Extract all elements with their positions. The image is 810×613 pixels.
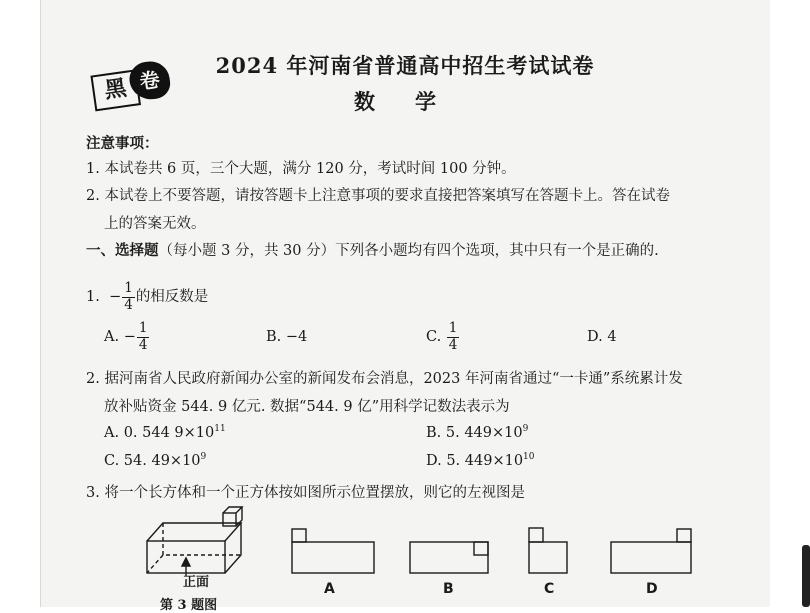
choice-label-b: B (443, 581, 454, 597)
question-1-stem (86, 282, 208, 312)
q1-option-a-num: 1 (138, 320, 148, 336)
cube-front-face (223, 513, 236, 526)
option-a-figure (292, 529, 374, 573)
q1-frac-num: 1 (124, 280, 133, 296)
cube-top-edges (223, 507, 242, 513)
q1-number: 1. (86, 289, 100, 305)
q2-option-d (426, 452, 535, 469)
question-2-stem-line1: 2. 据河南省人民政府新闻办公室的新闻发布会消息，2023 年河南省通过“一卡通”系统累计发 (86, 371, 683, 387)
choice-label-a: A (324, 581, 335, 597)
section-one-label: 一、选择题 (86, 242, 159, 259)
q1-frac-den: 4 (124, 296, 133, 313)
exam-title: 2024 年河南省普通高中招生考试试卷 (215, 53, 595, 78)
question-2-stem-line2: 放补贴资金 544. 9 亿元. 数据“544. 9 亿”用科学记数法表示为 (104, 399, 510, 415)
notes-heading: 注意事项： (86, 135, 159, 152)
q2-option-c-text: C. 54. 49×10 (104, 452, 201, 469)
q1-option-a-sign: − (123, 329, 136, 345)
stacked-solids-figure (147, 507, 242, 576)
q2-option-b-text: B. 5. 449×10 (426, 424, 523, 441)
question-3-figures (0, 500, 810, 607)
section-one-instructions: （每小题 3 分，共 30 分）下列各小题均有四个选项，其中只有一个是正确的. (158, 243, 659, 259)
option-b-figure (410, 542, 488, 573)
section-one-header (86, 239, 659, 260)
q1-option-a-label: A. (104, 329, 120, 345)
q1-option-c-den: 4 (448, 336, 458, 353)
q1-stem-tail: 的相反数是 (135, 289, 209, 305)
q1-option-a-fraction (137, 322, 150, 352)
figure-caption: 第 3 题图 (160, 598, 218, 613)
exam-subject: 数学 (354, 89, 476, 114)
cuboid-hidden-edges (163, 523, 241, 555)
stamp-right-char: 卷 (127, 59, 172, 102)
q1-option-c-num: 1 (448, 320, 458, 336)
stamp-left-char: 黑 (90, 69, 141, 111)
q2-option-b-exp: 9 (522, 424, 529, 434)
front-view-label: 正面 (183, 575, 210, 590)
q2-option-d-exp: 10 (523, 452, 535, 462)
q2-option-c-exp: 9 (200, 452, 207, 462)
q1-option-c-fraction (447, 322, 460, 352)
q2-option-a-text: A. 0. 544 9×10 (104, 424, 215, 441)
question-3-stem: 3. 将一个长方体和一个正方体按如图所示位置摆放，则它的左视图是 (86, 485, 525, 501)
cuboid-hidden-diagonal (147, 555, 163, 573)
q2-option-c (104, 452, 206, 469)
q1-option-c-label: C. (426, 329, 442, 345)
cuboid-right-edges (225, 523, 241, 573)
note-item-2-cont: 上的答案无效。 (104, 216, 206, 232)
choice-label-c: C (544, 581, 555, 597)
q1-option-b: B. −4 (266, 329, 308, 345)
option-d-figure (611, 529, 691, 573)
q1-option-a-den: 4 (138, 336, 148, 353)
q1-option-d: D. 4 (587, 329, 617, 345)
note-item-2: 2. 本试卷上不要答题，请按答题卡上注意事项的要求直接把答案填写在答题卡上。答在试卷 (86, 188, 670, 204)
q2-option-a-exp: 11 (214, 424, 226, 434)
front-arrow-head (182, 558, 190, 566)
note-item-1: 1. 本试卷共 6 页，三个大题，满分 120 分，考试时间 100 分钟。 (86, 161, 516, 177)
choice-label-d: D (646, 581, 658, 597)
q1-fraction (122, 282, 135, 312)
q1-option-c (426, 322, 460, 352)
q2-option-d-text: D. 5. 449×10 (426, 452, 524, 469)
q2-option-b (426, 424, 528, 441)
q1-option-a (104, 322, 150, 352)
option-c-figure (529, 528, 567, 573)
q1-sign: − (109, 289, 122, 305)
q2-option-a (104, 424, 226, 441)
